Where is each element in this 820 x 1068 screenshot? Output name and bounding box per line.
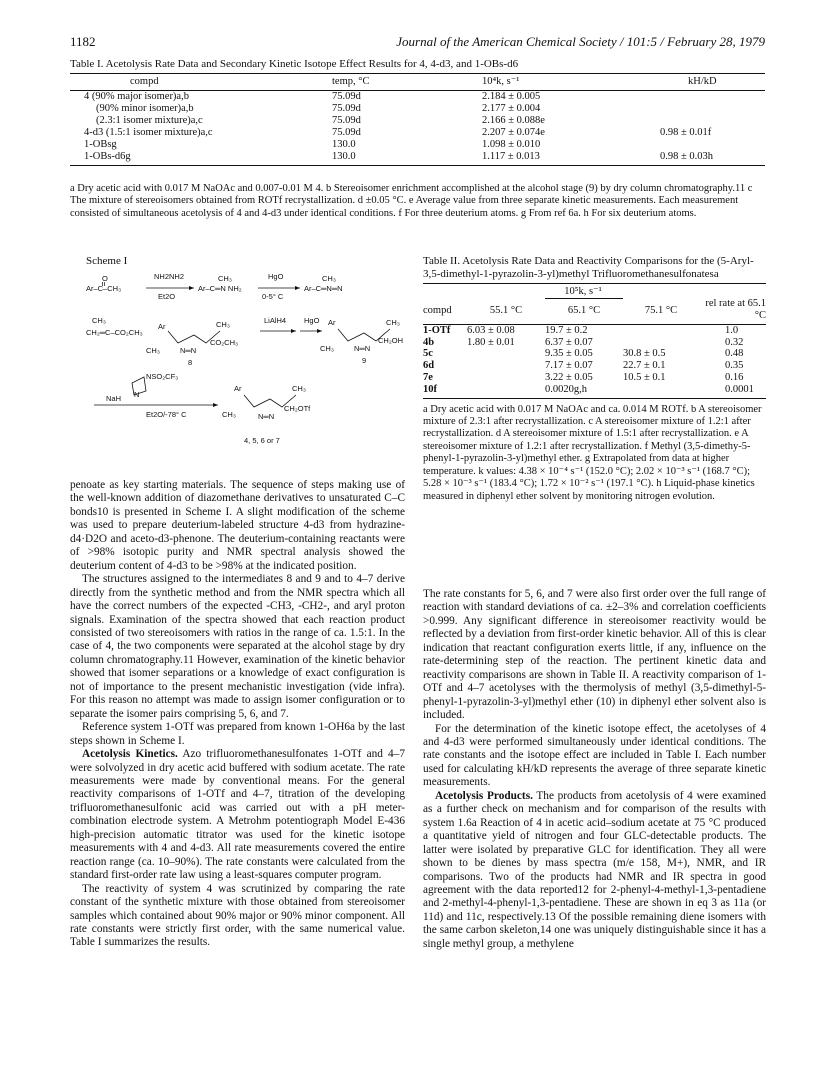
table-header-cell: 10⁴k, s⁻¹	[482, 74, 660, 91]
table-cell: 130.0	[332, 139, 356, 150]
table-cell: 0.98 ± 0.03h	[660, 151, 765, 166]
page-number: 1182	[70, 34, 96, 49]
table-cell: 130.0	[332, 151, 482, 166]
table-row	[70, 139, 765, 151]
paragraph: The structures assigned to the intermediates 8 and 9 and to 4–7 derive directly from the synthetic method and from the NMR spectra which all have the correct numbers of the expected -CH3, -CH2-, and aryl proton signals. Examination of the spectra showed that each reaction product consisted of two stereoisomers with ratios in the range of ca. 1.5:1. In the case of 4, the two components were separated at the alcohol stage by dry column chromatography.11 However, examination of the kinetic behavior showed that isomer separations or a knowledge of exact configuration is not of importance to the present mechanistic investigation (vide infra). For this reason no attempt was made to assign isomer configuration or to separate the isomer pairs comprising 5, 6, and 7.	[70, 573, 405, 720]
compound-number-8: 8	[188, 358, 193, 367]
table-header-row	[423, 298, 766, 324]
ketone-oxygen: O	[102, 274, 108, 283]
table-header-cell: compd	[70, 74, 332, 91]
table-row	[423, 337, 766, 349]
table-group-header-row	[423, 284, 766, 299]
table-row	[70, 103, 765, 115]
table-cell: 1-OBsg	[84, 139, 117, 150]
paragraph: The rate constants for 5, 6, and 7 were also first order over the full range of reaction with standard deviations of ca. ±2–3% and correlation coefficients >0.999. Any significant difference in stereoisomer reactivity would be reflected by a deviation from first-order kinetic behavior. All of this is clear indication that reactant configuration exerts little, if any, influence on the rate-determining step of the reaction. The pertinent kinetic data and reactivity comparisons are shown in Table II. A reactivity comparison of 1-OTf and 4–7 acetolyses with the thermolysis of methyl (3,5-dimethyl-5-phenyl-1-pyrazolin-3-yl)methyl ether (10) in diphenyl ether solvent also is included.	[423, 588, 766, 722]
paragraph: The reactivity of system 4 was scrutinized by comparing the rate constant of the synthetic mixture with those obtained from stereoisomer samples which contained about 90% major or 90% minor component. All rate constants were strictly first order, with the same numerical value. Table I summarizes the results.	[70, 882, 405, 949]
table-cell: 75.09d	[332, 115, 361, 126]
table-cell: 4-d3 (1.5:1 isomer mixture)a,c	[84, 127, 213, 138]
table-cell: 0.16	[725, 372, 744, 384]
table-cell: 0.35	[725, 360, 744, 372]
right-column	[423, 588, 766, 951]
paragraph: Reference system 1-OTf was prepared from known 1-OH6a by the last steps shown in Scheme I.	[70, 721, 405, 747]
table-header-cell: rel rate at 65.1 °C	[705, 298, 766, 322]
arrow-head-icon	[189, 286, 194, 290]
table-cell: (2.3:1 isomer mixture)a,c	[96, 115, 203, 126]
table-cell: 7.17 ± 0.07	[545, 360, 593, 372]
table-row	[70, 115, 765, 127]
table-2-caption: Table II. Acetolysis Rate Data and Reactivity Comparisons for the (5-Aryl-3,5-dimethyl-1-pyrazolin-3-yl)methyl Trifluoromethanesulfonatesa	[423, 255, 754, 280]
methyl-label: CH₃	[320, 344, 334, 353]
ester-structure: CH₂═C–CO₂CH₃	[86, 328, 143, 337]
table-row	[70, 151, 765, 166]
aryl-label: Ar	[234, 384, 242, 393]
table-header-cell: kH/kD	[660, 74, 765, 91]
table-cell: 10f	[423, 383, 437, 395]
table-2-footnotes: a Dry acetic acid with 0.017 M NaOAc and ca. 0.014 M ROTf. b A stereoisomer mixture of 2.3:1 after recrystallization. c A stereoisomer mixture of 1.2:1 after recrystallization. d A stereoisomer mixture of 1.5:1 after recrystallization. e A stereoisomer mixture of 1.2:1 after recrystallization. f Methyl (3,5-dimethy-5-phenyl-1-pyrazolin-3-yl)methyl ether. g Extrapolated from data at higher temperature. k values: 4.38 × 10⁻⁴ s⁻¹ (152.0 °C); 2.02 × 10⁻³ s⁻¹ (168.7 °C); 5.28 × 10⁻³ s⁻¹ (183.4 °C); 1.72 × 10⁻² s⁻¹ (197.1 °C). h Liquid-phase kinetics measured in diphenyl ether solvent by monitoring nitrogen evolution.	[423, 403, 762, 502]
table-cell: 19.7 ± 0.2	[545, 324, 588, 336]
table-cell: 6.03 ± 0.08	[467, 324, 515, 336]
table-cell	[467, 372, 545, 384]
paragraph	[423, 790, 766, 951]
azo-label: N═N	[180, 346, 197, 355]
table-cell: 0.32	[725, 336, 744, 348]
table-row	[423, 384, 766, 398]
azo-label: N═N	[258, 412, 275, 421]
table-header-cell: 55.1 °C	[489, 305, 523, 317]
methyl-label: CH₃	[146, 346, 160, 355]
methyl-label: CH₃	[292, 384, 306, 393]
nitrogen-label: N	[134, 390, 140, 399]
azo-label: N═N	[354, 344, 371, 353]
paragraph: penoate as key starting materials. The sequence of steps making use of the well-known addition of diazomethane derivatives to unsaturated C–C bonds10 is presented in Scheme I. A slight modification of the scheme was used to prepare deuterium-labeled structure 4-d3 from hydrazine-d4·D2O and aceto-d3-phenone. The deuterium-containing reactants were of >98% isotopic purity and NMR spectral analysis showed the deuterium content of 4-d3 to be >98% at the indicated position.	[70, 479, 405, 572]
table-cell: 5c	[423, 348, 433, 360]
table-cell	[623, 337, 699, 349]
methyl-label: CH₃	[92, 316, 106, 325]
table-row	[423, 372, 766, 384]
table-cell: 30.8 ± 0.5	[623, 348, 666, 360]
arrow-head-icon	[317, 329, 322, 333]
paragraph-text: The products from acetolysis of 4 were examined as a further check on mechanism and for comparison of the results with system 1.6a Reaction of 4 in acetic acid–sodium acetate at 75 °C produced a quantitative yield of nitrogen and four GLC-detectable products. The latter were isolated by preparative GLC for identification. They all were shown to be dienes by mass spectra (m/e 158, M+), NMR, and IR comparisons. Two of the products had NMR and IR spectra in good agreement with the data reported12 for 2-phenyl-4-methyl-1,3-pentadiene and 2-methyl-4-phenyl-1,3-pentadiene. These are shown in eq 3 as 11a (or 11d) and 11c, respectively.13 Of the possible remaining diene isomers with the same carbon skeleton,14 one was uniquely distinguishable since it has a single methyl group, a methylene	[423, 789, 766, 950]
methyl-label: CH₃	[322, 274, 336, 283]
paragraph	[70, 748, 405, 883]
table-header-cell: 65.1 °C	[545, 298, 623, 324]
triflimide-label: NSO₂CF₃	[146, 372, 179, 381]
table-cell: 1.117 ± 0.013	[482, 151, 660, 166]
methyl-label: CH₃	[216, 320, 230, 329]
table-cell: 0.98 ± 0.01f	[660, 127, 712, 138]
page-header	[70, 34, 765, 54]
arrow-head-icon	[295, 286, 300, 290]
scheme-title: Scheme I	[86, 255, 128, 267]
table-header-cell: compd	[423, 305, 452, 317]
reagent-label: LiAlH4	[264, 316, 287, 325]
table-cell: 0.0020g,h	[545, 383, 587, 395]
table-group-header: 10⁵k, s⁻¹	[564, 286, 602, 297]
table-cell	[623, 324, 699, 336]
section-heading: Acetolysis Products.	[435, 789, 533, 802]
table-cell	[660, 91, 765, 104]
table-cell: 6d	[423, 360, 435, 372]
table-cell	[660, 115, 765, 127]
table-cell: (90% minor isomer)a,b	[96, 103, 194, 114]
aryl-label: Ar	[328, 318, 336, 327]
table-cell	[660, 103, 765, 115]
hydrazone-structure: Ar–C═N NH₂	[198, 284, 242, 293]
table-cell: 75.09d	[332, 91, 361, 102]
table-cell	[467, 384, 545, 398]
running-head: Journal of the American Chemical Society / 101:5 / February 28, 1979	[396, 34, 765, 49]
table-cell	[660, 139, 765, 151]
reagent-label: HgO	[268, 272, 284, 281]
reagent-label: NaH	[106, 394, 122, 403]
table-cell: 3.22 ± 0.05	[545, 372, 593, 384]
table-cell: 75.09d	[332, 127, 361, 138]
final-compounds-label: 4, 5, 6 or 7	[244, 436, 280, 445]
table-cell: 22.7 ± 0.1	[623, 360, 666, 372]
table-cell: 10.5 ± 0.1	[623, 372, 666, 384]
left-column	[70, 479, 405, 950]
table-cell: 9.35 ± 0.05	[545, 348, 593, 360]
aryl-label: Ar	[158, 322, 166, 331]
table-cell: 0.0001	[725, 383, 754, 395]
methyl-label: CH₃	[218, 274, 232, 283]
paragraph-text: Azo trifluoromethanesulfonates 1-OTf and 4–7 were solvolyzed in dry acetic acid buffered with sodium acetate. The rate measurements were made by conventional means. For the general reactivity comparisons of 1-OTf and 4–7, titration of the developing trifluoromethanesulfonic acid was carried out with a pH meter-combination electrode system. A Metrohm potentiograph Model E-436 high-precision automatic titrator was used for the kinetic isotope measurements with 4 and 4-d3. All rate measurements covered the entire reaction range (ca. 10–90%). The rate constants were calculated from the standard first-order rate law using a least-squares computer program.	[70, 748, 405, 882]
table-2-grid	[423, 283, 766, 399]
reagent-label: HgO	[304, 316, 320, 325]
table-header-cell: 75.1 °C	[644, 305, 678, 317]
table-cell: 4 (90% major isomer)a,b	[84, 91, 189, 102]
ester-label: CO₂CH₃	[210, 338, 239, 347]
ketone-structure: Ar–C–CH₃	[86, 284, 122, 293]
table-cell: 75.09d	[332, 103, 361, 114]
table-1-grid	[70, 73, 765, 166]
methyl-label: CH₃	[386, 318, 400, 327]
arrow-head-icon	[213, 403, 218, 407]
diazo-structure: Ar–C═N═N	[304, 284, 343, 293]
table-1-caption: Table I. Acetolysis Rate Data and Secondary Kinetic Isotope Effect Results for 4, 4-d3, and 1-OBs-d6	[70, 58, 519, 70]
table-cell: 6.37 ± 0.07	[545, 336, 593, 348]
triflate-label: CH₂OTf	[284, 404, 311, 413]
table-cell: 2.177 ± 0.004	[482, 103, 541, 114]
solvent-label: Et2O	[158, 292, 176, 301]
table-header-row	[70, 74, 765, 91]
table-cell: 2.166 ± 0.088e	[482, 115, 545, 126]
table-cell: 4b	[423, 336, 435, 348]
methyl-label: CH₃	[222, 410, 236, 419]
table-cell: 1.098 ± 0.010	[482, 139, 541, 150]
table-cell: 7e	[423, 372, 433, 384]
section-heading: Acetolysis Kinetics.	[82, 748, 178, 761]
table-row	[423, 324, 766, 336]
table-cell: 1-OBs-d6g	[70, 151, 332, 166]
table-row	[70, 91, 765, 104]
alcohol-label: CH₂OH	[378, 336, 403, 345]
table-1-footnotes: a Dry acetic acid with 0.017 M NaOAc and 0.007-0.01 M 4. b Stereoisomer enrichment accomplished at the alcohol stage (9) by dry column chromatography.11 c The mixture of stereoisomers obtained from ROTf recrystallization. d ±0.05 °C. e Average value from three separate kinetic measurements. Each measurement consisted of simultaneous acetolysis of 4 and 4-d3 under identical conditions. f For three deuterium atoms. g From ref 6a. h For six deuterium atoms.	[70, 183, 753, 219]
compound-number-9: 9	[362, 356, 367, 365]
table-row	[423, 348, 766, 360]
table-2	[423, 255, 766, 503]
table-cell: 1-OTf	[423, 324, 451, 336]
table-cell: 1.0	[725, 324, 739, 336]
solvent-label: Et2O/-78° C	[146, 410, 187, 419]
table-row	[70, 127, 765, 139]
table-row	[423, 360, 766, 372]
table-cell	[467, 348, 545, 360]
table-header-cell: temp, °C	[332, 74, 482, 91]
temperature-label: 0-5° C	[262, 292, 284, 301]
table-cell: 0.48	[725, 348, 744, 360]
reagent-label: NH2NH2	[154, 272, 185, 281]
table-1	[70, 58, 765, 166]
table-cell: 2.184 ± 0.005	[482, 91, 541, 102]
arrow-head-icon	[291, 329, 296, 333]
table-cell: 2.207 ± 0.074e	[482, 127, 545, 138]
scheme-drawing	[86, 269, 406, 464]
scheme-1	[86, 255, 406, 465]
table-cell	[467, 360, 545, 372]
table-cell	[623, 384, 699, 398]
paragraph: For the determination of the kinetic isotope effect, the acetolyses of 4 and 4-d3 were performed simultaneously under identical conditions. The rate constants and the isotope effect are included in Table I. Each number used for calculating kH/kD represents the average of three separate kinetic measurements.	[423, 722, 766, 789]
table-cell: 1.80 ± 0.01	[467, 336, 515, 348]
